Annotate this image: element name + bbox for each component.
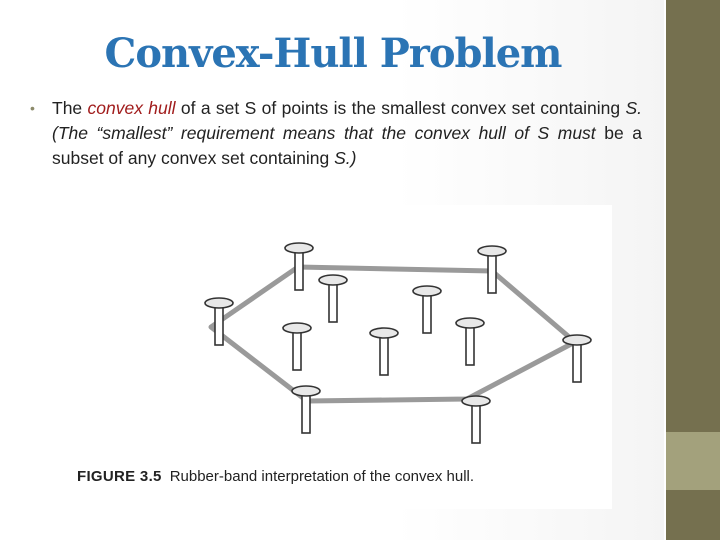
bullet-text-part: The bbox=[52, 98, 88, 118]
side-bar-divider bbox=[664, 0, 666, 540]
bullet-text bbox=[52, 96, 642, 171]
slide-title: Convex-Hull Problem bbox=[104, 30, 562, 77]
figure-caption bbox=[77, 468, 474, 485]
figure bbox=[67, 205, 612, 509]
nail-icon bbox=[456, 318, 484, 365]
bullet-text-italic: S. (The “smallest” requirement means that the convex hull of S must bbox=[52, 98, 642, 143]
bullet-text-part: be a subset of any convex set containing bbox=[52, 123, 642, 168]
side-bar-accent bbox=[666, 432, 720, 490]
nail-icon bbox=[462, 396, 490, 443]
convex-hull-term: convex hull bbox=[87, 98, 176, 118]
bullet-text-italic: S.) bbox=[334, 148, 357, 168]
bullet-point bbox=[30, 96, 642, 171]
bullet-text-part: of a set S of points is the smallest convex set containing bbox=[175, 98, 626, 118]
bullet-dot-icon: • bbox=[30, 100, 35, 116]
nail-icon bbox=[563, 335, 591, 382]
figure-label: FIGURE 3.5 bbox=[77, 468, 162, 485]
nail-icon bbox=[413, 286, 441, 333]
nail-icon bbox=[283, 323, 311, 370]
rubber-band-illustration bbox=[67, 205, 612, 465]
nail-icon bbox=[319, 275, 347, 322]
nail-icon bbox=[292, 386, 320, 433]
nail-icon bbox=[370, 328, 398, 375]
figure-caption-text: Rubber-band interpretation of the convex hull. bbox=[169, 468, 475, 485]
